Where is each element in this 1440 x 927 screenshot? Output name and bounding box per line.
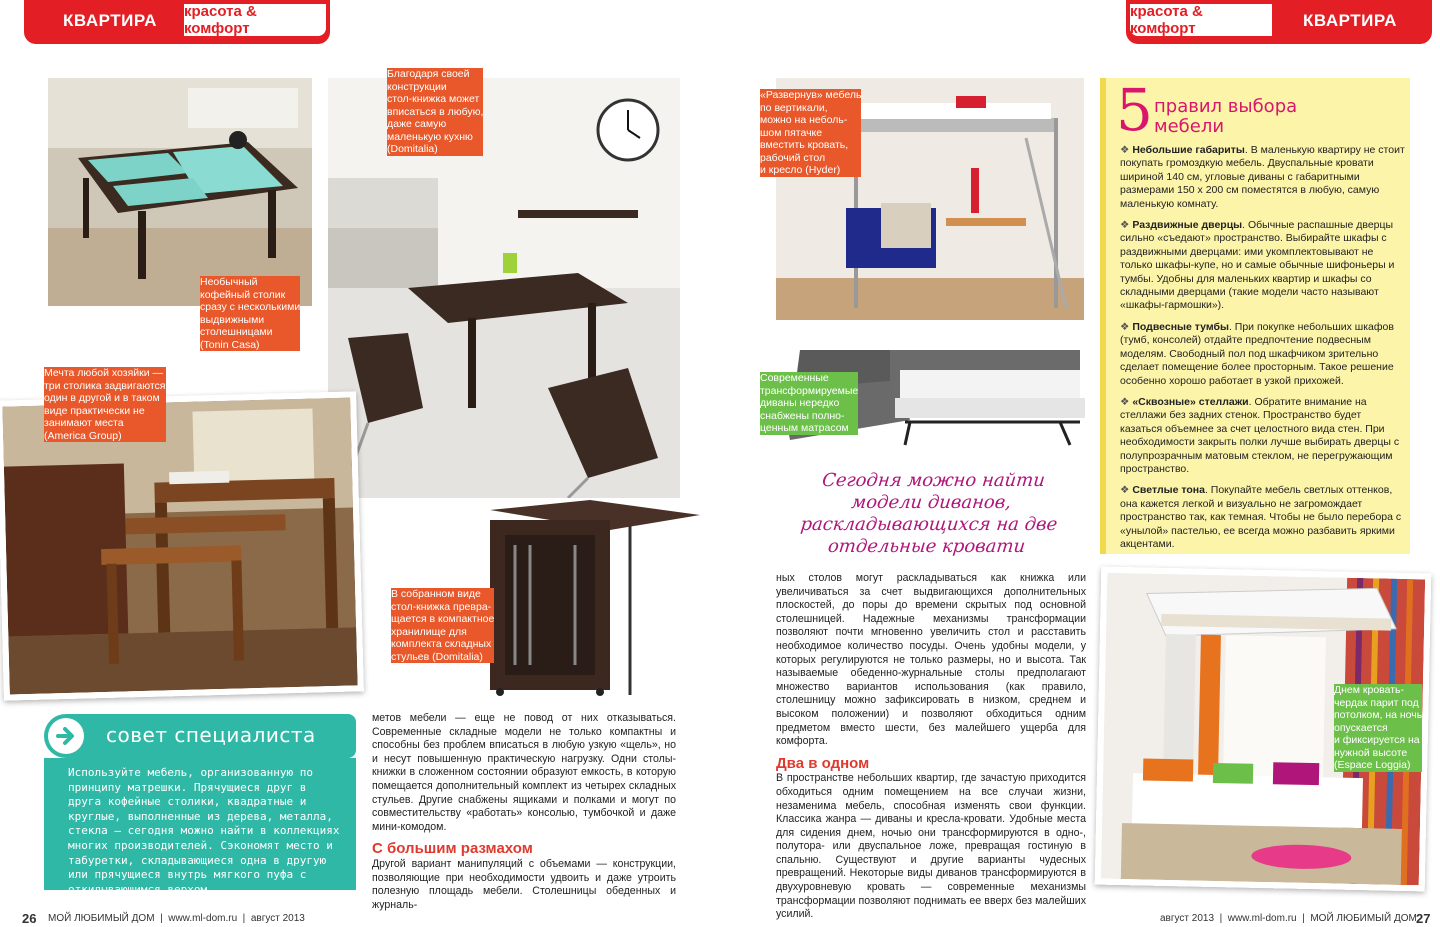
article-right-text: В пространстве небольших квартир, где зачастую приходится обходиться одним помещением на все случаи жизни, незаменима мебель, способная изменять свои функции. Классика жанра — диваны и кресла-кровати. Удобные места для сидения днем, ночью они трансформируются в одно-, полутора- или двуспальное ложе, превращая гостиную в спальню. Существуют и другие варианты чудесных превращений. Некоторые виды диванов трансформируются в двухуровневую кровать — современные механизмы трансформации позволяют поднимать ее вверх без малейших усилий.: [776, 772, 1086, 921]
footer-left-text: МОЙ ЛЮБИМЫЙ ДОМ | www.ml-dom.ru | август 2013: [48, 913, 305, 924]
diamond-bullet-icon: ❖: [1120, 484, 1133, 497]
rule-item: ❖ Раздвижные дверцы. Обычные распашные дверцы сильно «съедают» пространство. Выбирайте шкафы с раздвижными дверцами: ими укомплектовывают не только шкафы-купе, но и самые обычные шифоньеры и тумбы. Удобны для маленьких квартир и шкафы со складными дверцами (такие модели часто называют «шкафы-гармошки»).: [1120, 219, 1395, 312]
expert-tip-box: [44, 714, 356, 896]
section-label-right: КВАРТИРА: [1280, 6, 1420, 36]
subhead-big-scale: С большим размахом: [372, 840, 533, 858]
photo-coffee-table: [48, 78, 312, 306]
quote-line-3: раскладывающихся на две: [799, 514, 1059, 535]
pull-quote: [765, 470, 1094, 558]
expert-tip-text: Используйте мебель, организованную по принципу матрешки. Прячущиеся друг в друга кофейные столики, квадратные и круглые, выполненные из дерева, металла, стекла — сегодня можно найти в коллекциях многих производителей. Сэкономят место и табуретки, складывающиеся одна в другую или прячущиеся внутрь мягкого пуфа с откидывающимся верхом.: [68, 766, 340, 896]
article-right-intro: ных столов могут раскладываться как книжка или увеличиваться за счет выдвигающихся дополнительных плоскостей, до поры до времени скрытых под основной столешницей. Надежные механизмы трансформации позволяют почти мгновенно увеличить стол и расставить необходимое количество посуды. Очень удобны модели, у которых регулируются не только размеры, но и высота. Так называемые обеденно-журнальные столы предполагают множество вариантов использования (как правило, столешницу можно зафиксировать в низком, среднем и высоком положении) и позволяют обходиться одним предметом вместо шести, без малейшего ущерба для комфорта.: [776, 572, 1086, 748]
section-label-left: КВАРТИРА: [40, 6, 180, 36]
quote-line-4: отдельные кровати: [826, 536, 1027, 557]
rule-item: ❖ «Сквозные» стеллажи. Обратите внимание на стеллажи без задних стенок. Пространство будет казаться объемнее за счет целостного вида стен. При необходимости закрыть полки лучше выбирать дверцы с полупрозрачным матовым стеклом, не перегружающим пространство.: [1120, 395, 1400, 475]
rules-title-line1: правил выбора: [1154, 96, 1298, 117]
page-number-left: 26: [22, 911, 37, 926]
rules-number: 5: [1116, 76, 1153, 144]
diamond-bullet-icon: ❖: [1120, 219, 1133, 232]
expert-tip-title: совет специалиста: [106, 723, 316, 747]
page-number-right: 27: [1416, 911, 1431, 926]
diamond-bullet-icon: ❖: [1120, 395, 1133, 408]
rubric-label-right: красота & комфорт: [1128, 2, 1274, 38]
caption-folded-table: В собранном виде стол-книжка превра- щается в компактное хранилище для комплекта складных стульев (Domitalia): [391, 588, 495, 663]
caption-loft-bed: «Развернув» мебель по вертикали, можно на неболь- шом пятачке вместить кровать, рабочий стол и кресло (Hyder): [760, 89, 862, 176]
diamond-bullet-icon: ❖: [1120, 320, 1133, 333]
photo-folded-table: [480, 500, 705, 700]
caption-kitchen: Благодаря своей конструкции стол-книжка может вписаться в любую, даже самую маленькую кухню (Domitalia): [387, 68, 484, 155]
quote-line-1: Сегодня можно найти: [821, 470, 1046, 491]
caption-ceiling-bed: Днем кровать- чердак парит под потолком, на ночь опускается и фиксируется на нужной высоте (Espace Loggia): [1334, 684, 1423, 771]
photo-kitchen: [328, 78, 680, 498]
caption-coffee-table: Необычный кофейный столик сразу с несколькими выдвижными столешницами (Tonin Casa): [200, 276, 301, 351]
subhead-two-in-one: Два в одном: [776, 754, 870, 772]
article-right-column: [776, 572, 1086, 922]
rule-item: ❖ Светлые тона. Покупайте мебель светлых оттенков, она кажется легкой и визуально не загромождает пространство так, как темная. Чтобы не было перебора с «унылой» пастелью, ее всегда можно разбавить яркими акцентами.: [1120, 484, 1402, 550]
rubric-label-left: красота & комфорт: [182, 2, 328, 38]
footer-right-text: август 2013 | www.ml-dom.ru | МОЙ ЛЮБИМЫЙ ДОМ: [1160, 913, 1417, 924]
rules-box: [1100, 78, 1410, 554]
caption-nesting-tables: Мечта любой хозяйки — три столика задвигаются один в другой и в таком виде практически не занимают места (America Group): [44, 367, 166, 442]
diamond-bullet-icon: ❖: [1120, 144, 1133, 156]
rules-title-line2: мебели: [1154, 116, 1225, 137]
caption-sofa-bed: Современные трансформируемые диваны нередко снабжены полно- ценным матрасом: [760, 372, 859, 434]
quote-line-2: модели диванов,: [850, 492, 1013, 513]
arrow-right-icon: [48, 718, 84, 754]
rule-item: ❖ Небольшие габариты. В маленькую квартиру не стоит покупать громоздкую мебель. Двуспальные кровати шириной 140 см, угловые диваны с габаритными размерами 150 х 200 см поместятся в любую, самую маленькую комнату.: [1120, 144, 1405, 210]
article-left-text: Другой вариант манипуляций с объемами — конструкции, позволяющие при необходимости удвоить и даже утроить полезную площадь мебели. Столешницы обеденных и журналь-: [372, 857, 676, 911]
rules-list: [1120, 144, 1406, 551]
article-left-intro: метов мебели — еще не повод от них отказываться. Современные складные модели не только компактны и способны без проблем вписаться в любую узкую «щель», но и несут повышенную практическую нагрузку. Одни столы-книжки в сложенном состоянии образуют емкость, в которую помещается дополнительный комплект из четырех складных стульев. Другие снабжены ящиками и полками и могут по совместительству «работать» консолью, тумбочкой и даже мини-комодом.: [372, 712, 676, 833]
rule-item: ❖ Подвесные тумбы. При покупке небольших шкафов (тумб, консолей) отдайте предпочтение подвесным моделям. Свободный пол под шкафчиком зрительно сделает помещение более просторным. Такое решение особенно хорошо работает в узкой прихожей.: [1120, 320, 1394, 387]
article-left-column: [372, 712, 676, 912]
